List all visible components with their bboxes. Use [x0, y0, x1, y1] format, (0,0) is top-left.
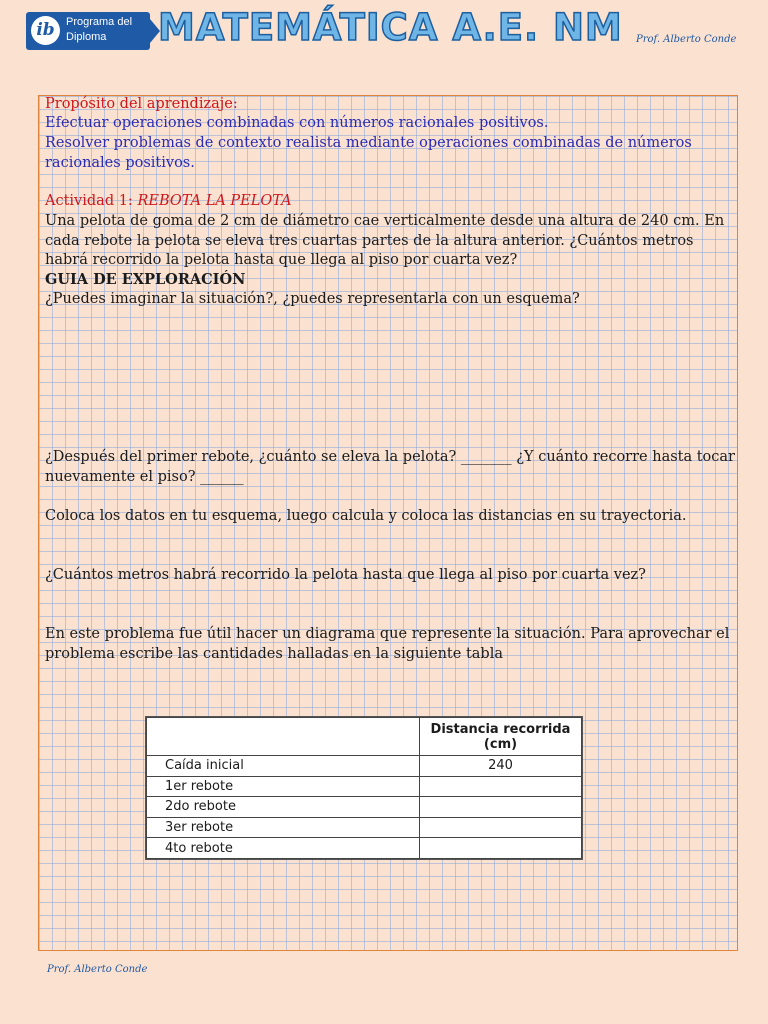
purpose-line-1: Efectuar operaciones combinadas con números racionales positivos.	[45, 115, 549, 131]
question-2: ¿Después del primer rebote, ¿cuánto se eleva la pelota? _______ ¿Y cuánto recorre hasta tocar nuevamente el piso? ______	[45, 449, 735, 485]
table-header-row	[147, 718, 582, 756]
ib-logo	[26, 12, 150, 50]
table-row	[147, 776, 582, 797]
question-3: Coloca los datos en tu esquema, luego calcula y coloca las distancias en su trayectoria.	[45, 508, 687, 524]
table-header-distance: Distancia recorrida (cm)	[420, 718, 582, 756]
row-value[interactable]	[420, 776, 582, 797]
table-row	[147, 756, 582, 777]
row-label: 2do rebote	[147, 797, 420, 818]
activity-title: REBOTA LA PELOTA	[137, 193, 292, 209]
row-label: 1er rebote	[147, 776, 420, 797]
activity-label: Actividad 1:	[45, 193, 138, 209]
question-1: ¿Puedes imaginar la situación?, ¿puedes representarla con un esquema?	[45, 291, 580, 307]
row-value[interactable]	[420, 817, 582, 838]
purpose-label: Propósito del aprendizaje:	[45, 96, 238, 112]
table-row	[147, 817, 582, 838]
row-value[interactable]	[420, 838, 582, 859]
distance-table	[145, 716, 583, 860]
problem-statement: Una pelota de goma de 2 cm de diámetro cae verticalmente desde una altura de 240 cm. En cada rebote la pelota se eleva tres cuartas partes de la altura anterior. ¿Cuántos metros habrá recorrido la pelota hasta que llega al piso por cuarta vez?	[45, 213, 725, 268]
row-value: 240	[420, 756, 582, 777]
question-5: En este problema fue útil hacer un diagrama que represente la situación. Para aprovechar el problema escribe las cantidades halladas en la siguiente tabla	[45, 626, 730, 662]
row-label: 3er rebote	[147, 817, 420, 838]
ib-logo-mark: ib	[31, 16, 60, 45]
ib-logo-text: Programa del Diploma	[66, 16, 133, 43]
page-title: MATEMÁTICA A.E. NM	[158, 6, 623, 49]
author-header: Prof. Alberto Conde	[636, 34, 737, 45]
purpose-line-2: Resolver problemas de contexto realista mediante operaciones combinadas de números racionales positivos.	[45, 135, 692, 171]
table-row	[147, 797, 582, 818]
row-label: 4to rebote	[147, 838, 420, 859]
table-row	[147, 838, 582, 859]
row-label: Caída inicial	[147, 756, 420, 777]
row-value[interactable]	[420, 797, 582, 818]
author-footer: Prof. Alberto Conde	[47, 964, 148, 975]
guide-heading: GUIA DE EXPLORACIÓN	[45, 271, 246, 288]
table-header-empty	[147, 718, 420, 756]
question-4: ¿Cuántos metros habrá recorrido la pelota hasta que llega al piso por cuarta vez?	[45, 567, 646, 583]
page-header	[0, 0, 768, 80]
activity-heading	[45, 192, 737, 212]
